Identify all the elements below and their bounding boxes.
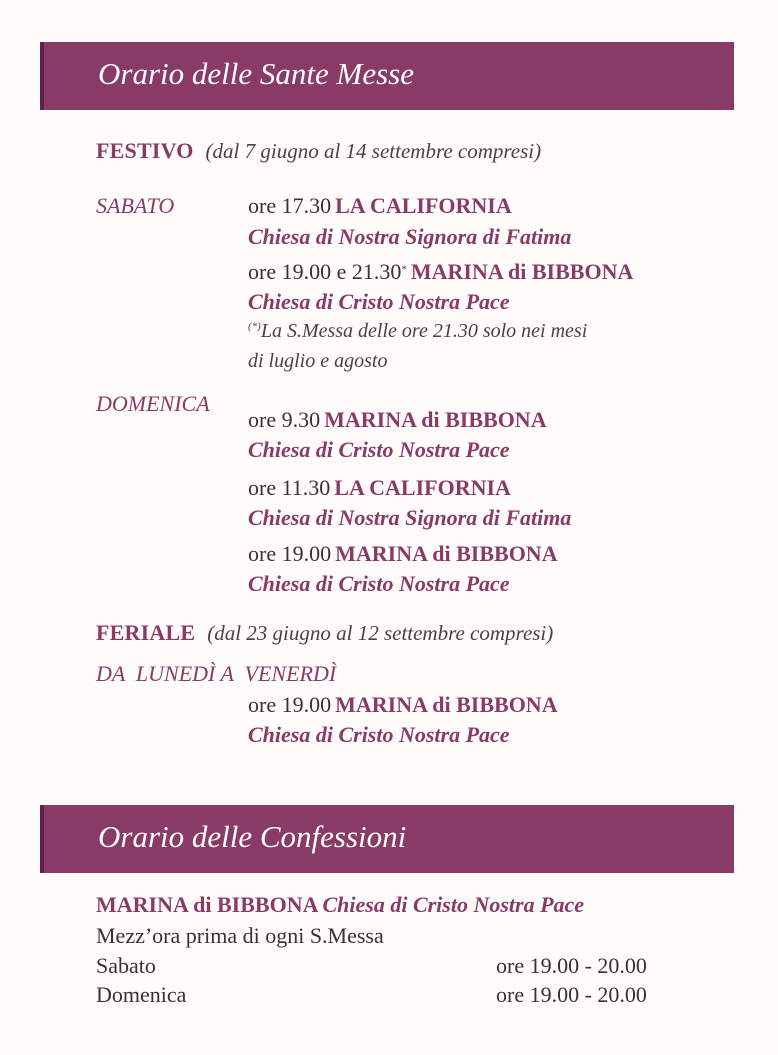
confessions-place: MARINA di BIBBONA: [96, 892, 319, 917]
feriale-label: FERIALE: [96, 620, 196, 645]
festivo-range: (dal 7 giugno al 14 settembre compresi): [205, 139, 542, 163]
domenica-entry-2: [248, 475, 511, 501]
feriale-days: DA LUNEDÌ A VENERDÌ: [96, 661, 337, 686]
sabato-entry-2-church: Chiesa di Cristo Nostra Pace: [248, 289, 510, 314]
sabato-entry-1-time: ore 17.30: [248, 193, 332, 218]
sabato-entry-1-place: LA CALIFORNIA: [335, 193, 512, 218]
domenica-entry-1: [248, 407, 547, 433]
feriale-entry: [248, 692, 558, 718]
feriale-entry-time: ore 19.00: [248, 692, 332, 717]
masses-banner: [40, 42, 734, 110]
domenica-entry-1-place: MARINA di BIBBONA: [324, 407, 547, 432]
confessions-banner: [40, 805, 734, 873]
sabato-note-text-1: La S.Messa delle ore 21.30 solo nei mesi: [260, 320, 588, 342]
domenica-entry-1-time: ore 9.30: [248, 407, 321, 432]
sabato-entry-1-church: Chiesa di Nostra Signora di Fatima: [248, 224, 572, 249]
sabato-note-mark: (*): [248, 320, 261, 333]
masses-title: Orario delle Sante Messe: [98, 56, 414, 91]
domenica-entry-1-church: Chiesa di Cristo Nostra Pace: [248, 437, 510, 462]
confessions-church: Chiesa di Cristo Nostra Pace: [322, 892, 585, 917]
feriale-entry-church: Chiesa di Cristo Nostra Pace: [248, 722, 510, 747]
sabato-entry-2: [248, 259, 633, 285]
sabato-note-line-2: di luglio e agosto: [248, 350, 388, 372]
domenica-entry-2-time: ore 11.30: [248, 475, 331, 500]
sabato-entry-2-mark: *: [401, 263, 407, 276]
feriale-range: (dal 23 giugno al 12 settembre compresi): [207, 621, 554, 645]
confessions-note: Mezz’ora prima di ogni S.Messa: [96, 923, 384, 948]
sabato-day-label: SABATO: [96, 193, 175, 218]
domenica-entry-3-time: ore 19.00: [248, 541, 332, 566]
domenica-entry-3-church: Chiesa di Cristo Nostra Pace: [248, 571, 510, 596]
domenica-day-label: DOMENICA: [96, 391, 210, 416]
sabato-entry-1: [248, 193, 512, 219]
confessions-domenica-time: ore 19.00 - 20.00: [496, 982, 647, 1007]
sabato-note-line-1: [248, 320, 587, 343]
confessions-domenica-label: Domenica: [96, 982, 187, 1007]
domenica-entry-3: [248, 541, 558, 567]
domenica-entry-2-place: LA CALIFORNIA: [334, 475, 511, 500]
sabato-entry-2-time: ore 19.00 e 21.30: [248, 259, 402, 284]
confessions-sabato-time: ore 19.00 - 20.00: [496, 953, 647, 978]
confessions-title: Orario delle Confessioni: [98, 819, 407, 854]
festivo-header: [96, 138, 541, 164]
confessions-sabato-label: Sabato: [96, 953, 156, 978]
sabato-entry-2-place: MARINA di BIBBONA: [410, 259, 634, 284]
domenica-entry-3-place: MARINA di BIBBONA: [335, 541, 558, 566]
feriale-header: [96, 620, 553, 646]
domenica-entry-2-church: Chiesa di Nostra Signora di Fatima: [248, 505, 572, 530]
confessions-location: [96, 892, 584, 918]
festivo-label: FESTIVO: [96, 138, 194, 163]
feriale-entry-place: MARINA di BIBBONA: [335, 692, 558, 717]
